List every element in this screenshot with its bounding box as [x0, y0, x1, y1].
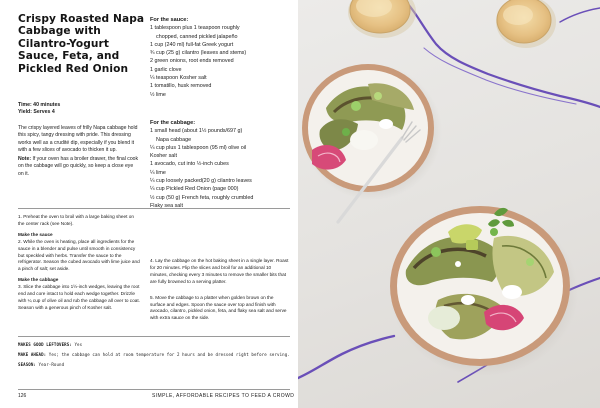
- plate-bottom: [390, 206, 578, 376]
- plate-top: [302, 64, 442, 222]
- sauce-step-heading: Make the sauce: [18, 231, 53, 237]
- ingredient-line: ¼ cup plus 1 tablespoon (95 ml) olive oil: [150, 144, 247, 151]
- ingredient-line: ½ cup (50 g) French feta, roughly crumbled: [150, 194, 254, 201]
- ingredient-line: Kosher salt: [150, 153, 177, 160]
- footnote-leftovers: [18, 342, 290, 348]
- recipe-note: [18, 156, 140, 178]
- food-photograph: [298, 0, 600, 408]
- season-value: Year-Round: [38, 362, 65, 368]
- running-title: SIMPLE, AFFORDABLE RECIPES TO FEED A CROWD: [152, 393, 295, 399]
- recipe-time: Time: 40 minutes: [18, 102, 61, 108]
- footnote-season: [18, 362, 290, 368]
- ingredient-line: 1 cup (240 ml) full-fat Greek yogurt: [150, 41, 234, 48]
- step-3: 3. Slice the cabbage into 1½-inch wedges, leaving the root end and core intact to hold each wedge together. Drizzle with ¼ cup of olive oil and rub the cabbage all over to coat. Season with a generous pinch of Kosher salt.: [18, 284, 140, 310]
- left-page: [0, 0, 298, 408]
- note-label: Note:: [18, 156, 32, 162]
- ingredient-line: Flaky sea salt: [150, 202, 183, 209]
- note-text: If your oven has a broiler drawer, the final cook on the cabbage will go quickly, so keep a close eye on it.: [18, 156, 139, 177]
- step-1: 1. Preheat the oven to broil with a large baking sheet on the center rack (see Note).: [18, 214, 134, 226]
- steps-right-column: [150, 258, 290, 331]
- step-2: 2. While the oven is heating, place all ingredients for the sauce in a blender and pulse until smooth in consistency but speckled with herbs. Transfer the sauce to the refrigerator. Season the cubed avocado with lime juice and a pinch of salt; set aside.: [18, 238, 140, 272]
- ingredient-line: ¼ lime: [150, 169, 166, 176]
- ingredient-line: Napa cabbage: [156, 136, 192, 143]
- ingredient-line: 1 tomatillo, husk removed: [150, 83, 212, 90]
- ingredient-line: ¾ cup (25 g) cilantro (leaves and stems): [150, 50, 247, 57]
- glass-left-icon: [348, 0, 416, 38]
- ingredient-line: chopped, canned pickled jalapeño: [156, 33, 238, 40]
- footnote-divider: [18, 336, 290, 337]
- ingredient-line: ¼ cup loosely packed(20 g) cilantro leaves: [150, 178, 252, 185]
- make-ahead-label: MAKE AHEAD:: [18, 352, 47, 358]
- ingredient-line: 1 garlic clove: [150, 66, 182, 73]
- steps-left-column: [18, 214, 141, 312]
- sauce-ingredients: [150, 16, 290, 99]
- season-label: SEASON:: [18, 362, 36, 368]
- footnote-make-ahead: [18, 352, 290, 358]
- step-4: 4. Lay the cabbage on the hot baking sheet in a single layer. Roast for 20 minutes. Flip the slices and broil for an additional 10 minutes, checking every 3 minutes to remove the smaller bits that are fully browned to a serving platter.: [150, 258, 289, 284]
- ingredient-line: ½ lime: [150, 91, 166, 98]
- ingredient-line: ¼ cup Pickled Red Onion (page 000): [150, 186, 239, 193]
- ingredient-line: 1 avocado, cut into ½-inch cubes: [150, 161, 229, 168]
- recipe-yield: Yield: Serves 4: [18, 109, 55, 115]
- page-number: 126: [18, 393, 27, 399]
- cabbage-ingredients: [150, 119, 290, 210]
- sauce-heading: For the sauce:: [150, 17, 189, 23]
- recipe-meta: [18, 102, 140, 116]
- cabbage-step-heading: Make the cabbage: [18, 277, 59, 283]
- ingredient-line: 2 green onions, root ends removed: [150, 58, 234, 65]
- ingredient-line: ¼ teaspoon Kosher salt: [150, 75, 207, 82]
- recipe-footnotes: [18, 342, 290, 373]
- ingredient-line: 1 small head (about 1½ pounds/697 g): [150, 128, 243, 135]
- make-ahead-value: Yes; the cabbage can hold at room temperature for 2 hours and be dressed right before serving.: [48, 352, 290, 358]
- glass-right-icon: [496, 0, 556, 48]
- recipe-intro: The crispy layered leaves of frilly Napa cabbage hold this spicy, tangy dressing with pride. This dressing works well as a crudité dip, especially if you blend it with a few slices of avocado to thicken it up.: [18, 125, 138, 153]
- ingredient-line: 1 tablespoon plus 1 teaspoon roughly: [150, 25, 240, 32]
- recipe-title: Crispy Roasted Napa Cabbage with Cilantro-Yogurt Sauce, Feta, and Pickled Red Onion: [18, 13, 145, 75]
- footer-divider: [18, 389, 290, 390]
- cabbage-heading: For the cabbage:: [150, 120, 196, 126]
- leftovers-value: Yes: [74, 342, 83, 347]
- step-5: 5. Move the cabbage to a platter when golden brown on the surface and edges. Spoon the sauce over top and finish with avocado, cilantro, pickled onion, feta, and flaky sea salt and serve with extra sauce on the side.: [150, 294, 287, 321]
- food-photo-illustration: [298, 0, 600, 408]
- leftovers-label: MAKES GOOD LEFTOVERS:: [18, 342, 72, 347]
- section-divider: [18, 208, 290, 209]
